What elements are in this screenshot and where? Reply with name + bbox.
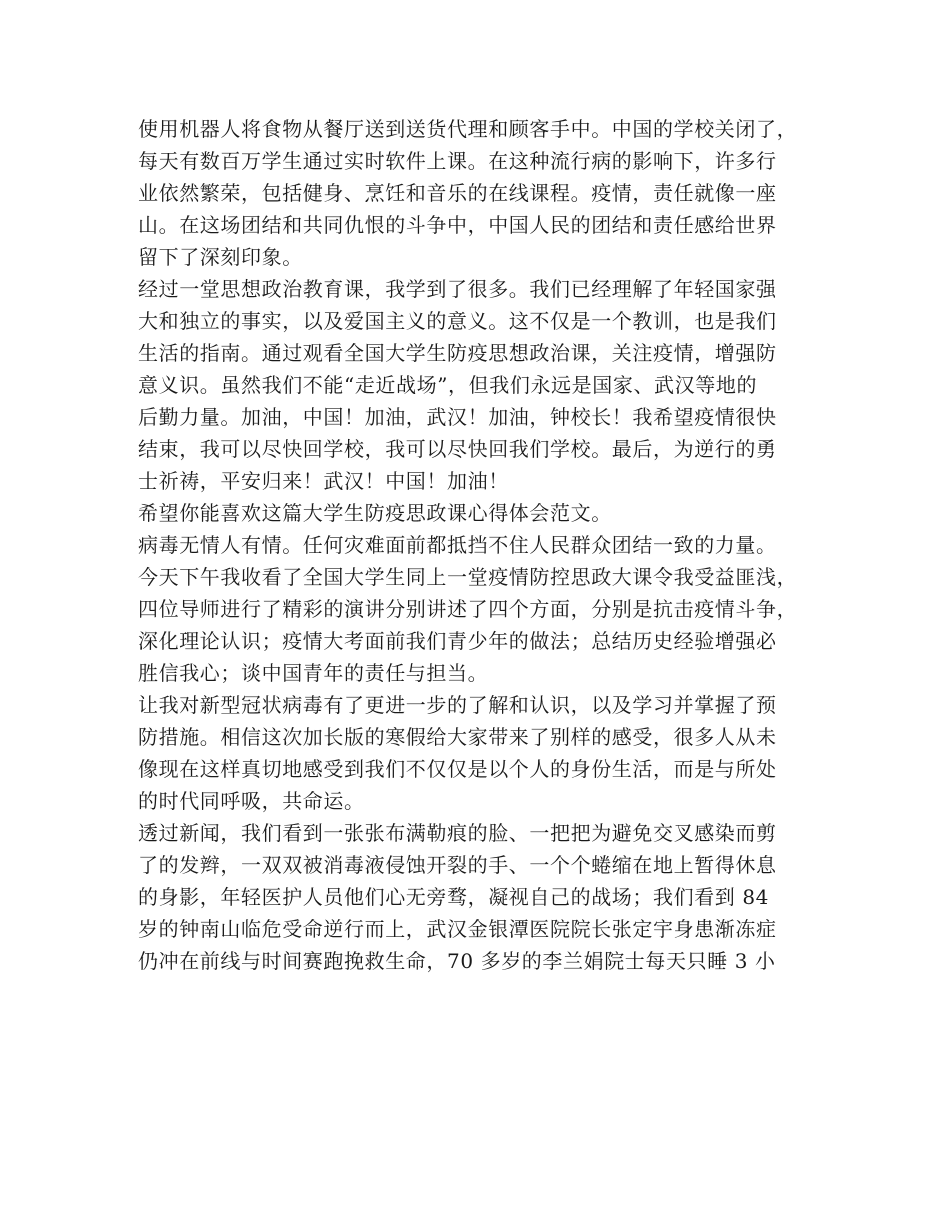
text-line: 生活的指南。通过观看全国大学生防疫思想政治课，关注疫情，增强防 [138, 341, 777, 365]
text-line: 透过新闻，我们看到一张张布满勒痕的脸、一把把为避免交叉感染而剪 [138, 821, 777, 845]
text-line: 今天下午我收看了全国大学生同上一堂疫情防控思政大课令我受益匪浅， [138, 565, 798, 589]
text-line: 士祈祷，平安归来！武汉！中国！加油！ [138, 469, 509, 493]
text-line: 防措施。相信这次加长版的寒假给大家带来了别样的感受，很多人从未 [138, 725, 777, 749]
text-line: 像现在这样真切地感受到我们不仅仅是以个人的身份生活，而是与所处 [138, 757, 777, 781]
text-line: 每天有数百万学生通过实时软件上课。在这种流行病的影响下，许多行 [138, 149, 777, 173]
text-line: 了的发辫，一双双被消毒液侵蚀开裂的手、一个个蜷缩在地上暂得休息 [138, 853, 777, 877]
text-line: 大和独立的事实，以及爱国主义的意义。这不仅是一个教训，也是我们 [138, 309, 777, 333]
text-line: 结束，我可以尽快回学校，我可以尽快回我们学校。最后，为逆行的勇 [138, 437, 777, 461]
text-line: 病毒无情人有情。任何灾难面前都抵挡不住人民群众团结一致的力量。 [138, 533, 777, 557]
text-line: 岁的钟南山临危受命逆行而上，武汉金银潭医院院长张定宇身患渐冻症 [138, 917, 777, 941]
text-line: 后勤力量。加油，中国！加油，武汉！加油，钟校长！我希望疫情很快 [138, 405, 777, 429]
text-line: 留下了深刻印象。 [138, 245, 303, 269]
text-line: 使用机器人将食物从餐厅送到送货代理和顾客手中。中国的学校关闭了， [138, 117, 798, 141]
document-body [138, 113, 818, 977]
text-line: 四位导师进行了精彩的演讲分别讲述了四个方面，分别是抗击疫情斗争， [138, 597, 798, 621]
text-line: 深化理论认识；疫情大考面前我们青少年的做法；总结历史经验增强必 [138, 629, 777, 653]
text-line: 希望你能喜欢这篇大学生防疫思政课心得体会范文。 [138, 501, 612, 525]
text-line: 意义识。虽然我们不能“走近战场”，但我们永远是国家、武汉等地的 [138, 373, 758, 397]
text-line: 的身影，年轻医护人员他们心无旁骛，凝视自己的战场；我们看到 84 [138, 885, 770, 909]
text-line: 胜信我心；谈中国青年的责任与担当。 [138, 661, 489, 685]
text-line: 业依然繁荣，包括健身、烹饪和音乐的在线课程。疫情，责任就像一座 [138, 181, 777, 205]
text-line: 经过一堂思想政治教育课，我学到了很多。我们已经理解了年轻国家强 [138, 277, 777, 301]
text-line: 让我对新型冠状病毒有了更进一步的了解和认识，以及学习并掌握了预 [138, 693, 777, 717]
text-line: 的时代同呼吸，共命运。 [138, 789, 365, 813]
text-line: 山。在这场团结和共同仇恨的斗争中，中国人民的团结和责任感给世界 [138, 213, 777, 237]
text-line: 仍冲在前线与时间赛跑挽救生命，70 多岁的李兰娟院士每天只睡 3 小 [138, 949, 776, 973]
